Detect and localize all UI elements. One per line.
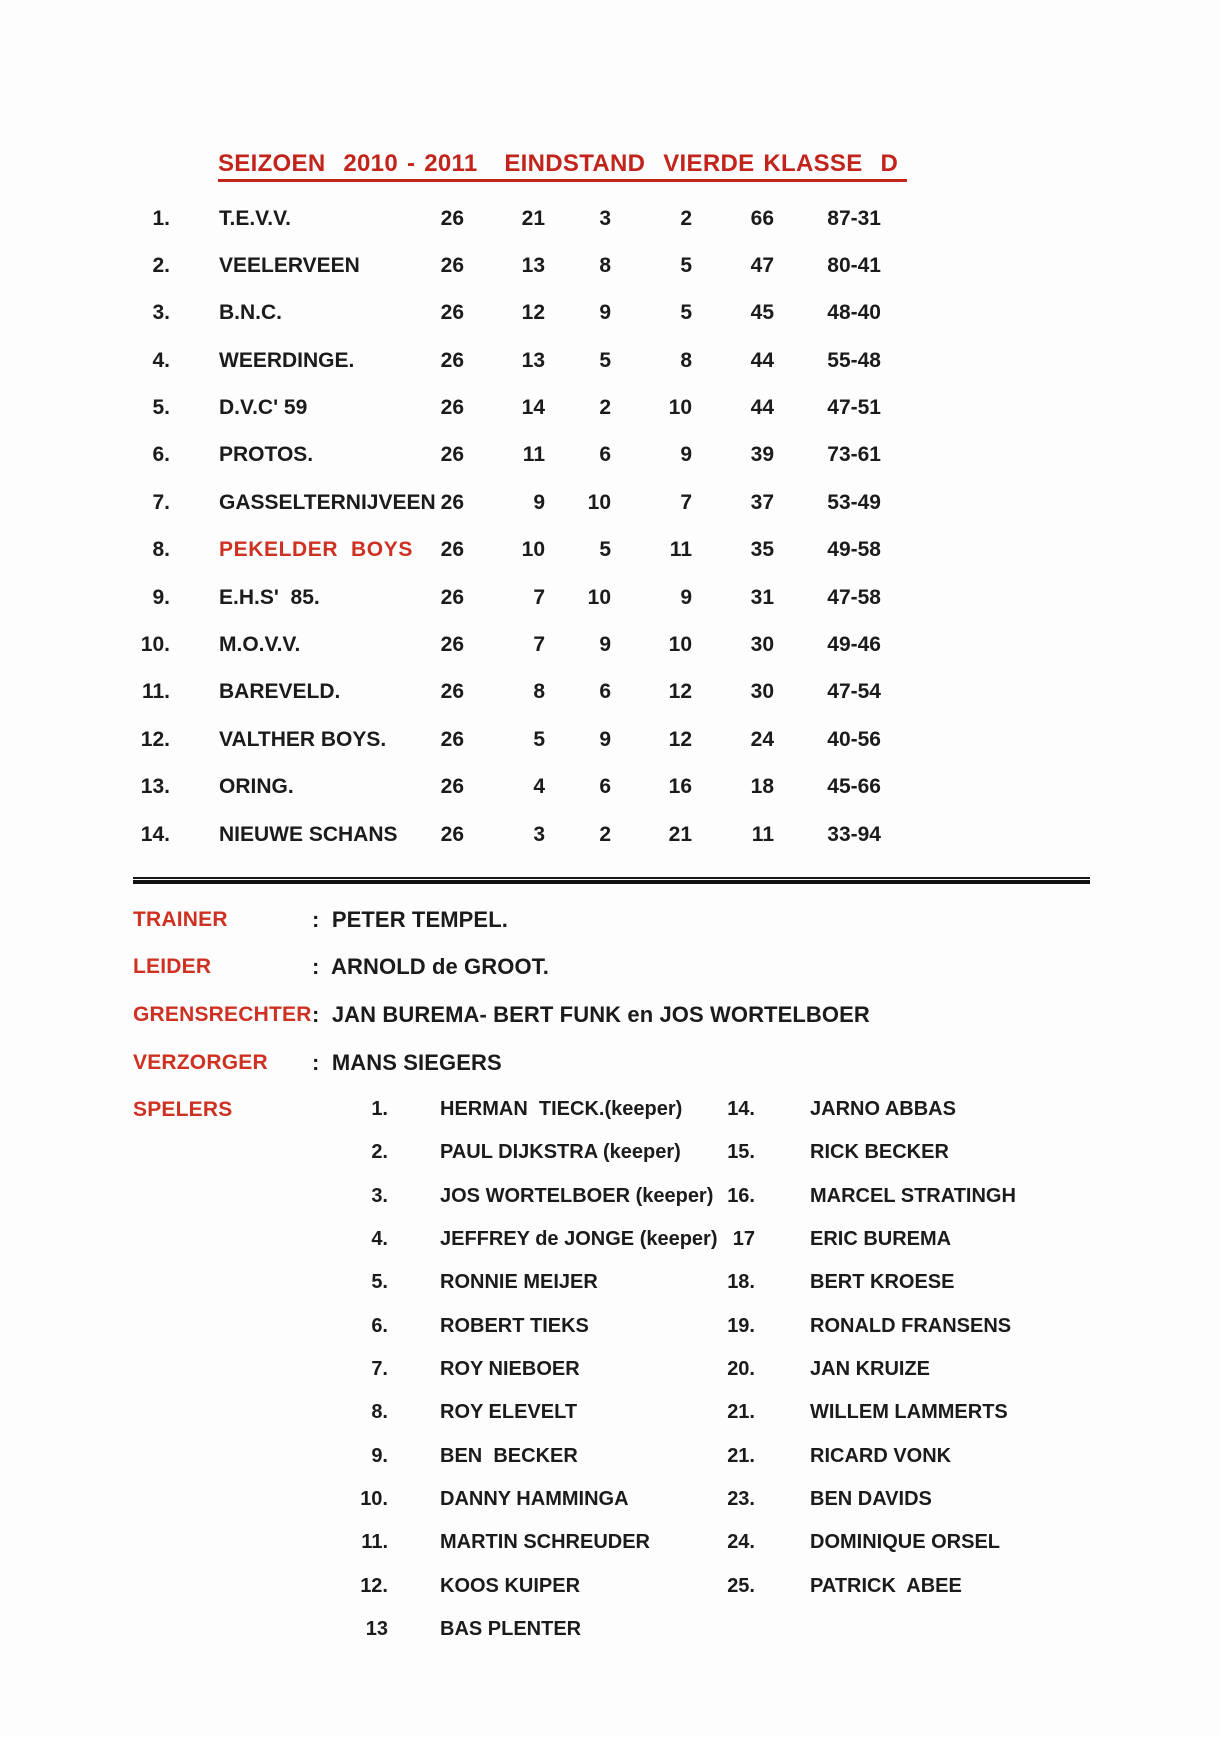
staff-label: TRAINER <box>133 908 228 931</box>
rank-cell: 14. <box>140 823 170 846</box>
player-number: 21. <box>727 1401 755 1423</box>
lost-cell: 16 <box>668 775 692 798</box>
rank-cell: 9. <box>152 586 170 609</box>
player-number: 12. <box>360 1575 388 1597</box>
goals-cell: 49-46 <box>827 633 881 656</box>
played-cell: 26 <box>440 775 464 798</box>
player-number: 11. <box>361 1531 388 1553</box>
standings-row <box>0 822 1220 848</box>
player-row <box>0 1184 1220 1209</box>
team-cell: PROTOS. <box>219 443 314 466</box>
player-name: WILLEM LAMMERTS <box>810 1401 1008 1423</box>
player-number: 24. <box>727 1531 755 1553</box>
standings-row <box>0 585 1220 611</box>
lost-cell: 12 <box>668 728 692 751</box>
player-number: 21. <box>727 1445 755 1467</box>
won-cell: 13 <box>521 349 545 372</box>
player-number: 4. <box>371 1228 388 1250</box>
page-title: SEIZOEN 2010 - 2011 EINDSTAND VIERDE KLASSE D <box>218 152 907 182</box>
player-number: 9. <box>371 1445 388 1467</box>
team-cell: T.E.V.V. <box>219 207 292 230</box>
drawn-cell: 6 <box>599 680 611 703</box>
played-cell: 26 <box>440 443 464 466</box>
rank-cell: 7. <box>152 491 170 514</box>
rank-cell: 2. <box>152 254 170 277</box>
player-name: BEN DAVIDS <box>810 1488 932 1510</box>
goals-cell: 80-41 <box>827 254 881 277</box>
drawn-cell: 3 <box>599 207 611 230</box>
staff-row <box>0 1050 1220 1076</box>
rank-cell: 8. <box>152 538 170 561</box>
player-name: ERIC BUREMA <box>810 1228 952 1250</box>
player-row <box>0 1227 1220 1252</box>
player-number: 25. <box>727 1575 755 1597</box>
drawn-cell: 5 <box>599 349 611 372</box>
player-number: 23. <box>727 1488 755 1510</box>
player-row <box>0 1140 1220 1165</box>
player-name: MARTIN SCHREUDER <box>440 1531 650 1553</box>
played-cell: 26 <box>440 349 464 372</box>
won-cell: 13 <box>521 254 545 277</box>
drawn-cell: 9 <box>599 633 611 656</box>
lost-cell: 12 <box>668 680 692 703</box>
rank-cell: 3. <box>152 301 170 324</box>
lost-cell: 9 <box>680 586 692 609</box>
player-number: 14. <box>727 1098 755 1120</box>
points-cell: 37 <box>750 491 774 514</box>
player-row <box>0 1357 1220 1382</box>
player-name: MARCEL STRATINGH <box>810 1185 1016 1207</box>
player-name: BAS PLENTER <box>440 1618 582 1640</box>
player-number: 1. <box>371 1098 388 1120</box>
goals-cell: 45-66 <box>827 775 881 798</box>
won-cell: 3 <box>533 823 545 846</box>
player-number: 20. <box>727 1358 755 1380</box>
lost-cell: 10 <box>668 396 692 419</box>
player-name: RONALD FRANSENS <box>810 1315 1012 1337</box>
player-row <box>0 1314 1220 1339</box>
points-cell: 11 <box>751 823 774 846</box>
staff-label: VERZORGER <box>133 1051 268 1074</box>
played-cell: 26 <box>440 823 464 846</box>
lost-cell: 10 <box>668 633 692 656</box>
points-cell: 31 <box>750 586 774 609</box>
player-name: KOOS KUIPER <box>440 1575 581 1597</box>
rank-cell: 6. <box>152 443 170 466</box>
rank-cell: 13. <box>140 775 170 798</box>
divider-rule <box>133 877 1090 884</box>
player-name: JOS WORTELBOER (keeper) <box>440 1185 714 1207</box>
points-cell: 39 <box>750 443 774 466</box>
points-cell: 24 <box>750 728 774 751</box>
goals-cell: 55-48 <box>827 349 881 372</box>
lost-cell: 2 <box>680 207 692 230</box>
player-name: RICK BECKER <box>810 1141 949 1163</box>
played-cell: 26 <box>440 207 464 230</box>
points-cell: 66 <box>750 207 774 230</box>
goals-cell: 53-49 <box>827 491 881 514</box>
player-name: JAN KRUIZE <box>810 1358 931 1380</box>
won-cell: 7 <box>533 586 545 609</box>
standings-row <box>0 348 1220 374</box>
points-cell: 44 <box>750 349 774 372</box>
player-number: 8. <box>371 1401 388 1423</box>
player-number: 16. <box>727 1185 755 1207</box>
player-number: 13 <box>365 1618 388 1640</box>
standings-row <box>0 490 1220 516</box>
drawn-cell: 10 <box>587 586 611 609</box>
drawn-cell: 2 <box>599 823 611 846</box>
player-number: 15. <box>727 1141 755 1163</box>
team-cell: NIEUWE SCHANS <box>219 823 398 846</box>
lost-cell: 5 <box>680 301 692 324</box>
staff-row <box>0 954 1220 980</box>
played-cell: 26 <box>440 254 464 277</box>
staff-row <box>0 1002 1220 1028</box>
standings-row <box>0 442 1220 468</box>
standings-row <box>0 395 1220 421</box>
player-name: RONNIE MEIJER <box>440 1271 598 1293</box>
points-cell: 30 <box>750 633 774 656</box>
points-cell: 45 <box>750 301 774 324</box>
points-cell: 30 <box>750 680 774 703</box>
lost-cell: 11 <box>669 538 692 561</box>
lost-cell: 9 <box>680 443 692 466</box>
standings-row <box>0 206 1220 232</box>
played-cell: 26 <box>440 491 464 514</box>
lost-cell: 5 <box>680 254 692 277</box>
played-cell: 26 <box>440 680 464 703</box>
player-name: ROY ELEVELT <box>440 1401 578 1423</box>
won-cell: 4 <box>533 775 545 798</box>
player-number: 18. <box>727 1271 755 1293</box>
lost-cell: 8 <box>680 349 692 372</box>
team-cell: B.N.C. <box>219 301 282 324</box>
team-cell: M.O.V.V. <box>219 633 301 656</box>
player-row <box>0 1097 1220 1122</box>
player-row <box>0 1574 1220 1599</box>
team-cell: ORING. <box>219 775 294 798</box>
goals-cell: 33-94 <box>827 823 881 846</box>
player-name: HERMAN TIECK.(keeper) <box>440 1098 683 1120</box>
staff-value: : PETER TEMPEL. <box>312 907 508 932</box>
drawn-cell: 6 <box>599 775 611 798</box>
played-cell: 26 <box>440 301 464 324</box>
standings-row <box>0 679 1220 705</box>
points-cell: 35 <box>750 538 774 561</box>
player-name: PAUL DIJKSTRA (keeper) <box>440 1141 681 1163</box>
drawn-cell: 8 <box>599 254 611 277</box>
player-row <box>0 1400 1220 1425</box>
played-cell: 26 <box>440 728 464 751</box>
team-cell: GASSELTERNIJVEEN <box>219 491 436 514</box>
won-cell: 9 <box>533 491 545 514</box>
player-name: RICARD VONK <box>810 1445 952 1467</box>
standings-row <box>0 537 1220 563</box>
player-number: 17 <box>732 1228 755 1250</box>
lost-cell: 21 <box>668 823 692 846</box>
won-cell: 5 <box>533 728 545 751</box>
drawn-cell: 9 <box>599 301 611 324</box>
rank-cell: 5. <box>152 396 170 419</box>
staff-row <box>0 907 1220 933</box>
won-cell: 8 <box>533 680 545 703</box>
lost-cell: 7 <box>680 491 692 514</box>
player-name: DANNY HAMMINGA <box>440 1488 629 1510</box>
player-name: ROY NIEBOER <box>440 1358 580 1380</box>
player-row <box>0 1270 1220 1295</box>
won-cell: 11 <box>522 443 545 466</box>
team-cell: PEKELDER BOYS <box>219 538 413 561</box>
points-cell: 44 <box>750 396 774 419</box>
team-cell: WEERDINGE. <box>219 349 355 372</box>
played-cell: 26 <box>440 396 464 419</box>
team-cell: E.H.S' 85. <box>219 586 320 609</box>
rank-cell: 1. <box>152 207 170 230</box>
goals-cell: 49-58 <box>827 538 881 561</box>
goals-cell: 40-56 <box>827 728 881 751</box>
team-cell: VALTHER BOYS. <box>219 728 387 751</box>
goals-cell: 48-40 <box>827 301 881 324</box>
drawn-cell: 6 <box>599 443 611 466</box>
spelers-label: SPELERS <box>133 1098 233 1121</box>
player-number: 3. <box>371 1185 388 1207</box>
staff-value: : ARNOLD de GROOT. <box>312 954 549 979</box>
team-cell: D.V.C' 59 <box>219 396 308 419</box>
won-cell: 12 <box>521 301 545 324</box>
player-number: 10. <box>360 1488 388 1510</box>
player-number: 7. <box>371 1358 388 1380</box>
standings-row <box>0 300 1220 326</box>
staff-value: : MANS SIEGERS <box>312 1050 502 1075</box>
team-cell: VEELERVEEN <box>219 254 360 277</box>
player-name: PATRICK ABEE <box>810 1575 962 1597</box>
player-number: 19. <box>727 1315 755 1337</box>
drawn-cell: 9 <box>599 728 611 751</box>
goals-cell: 87-31 <box>827 207 881 230</box>
player-number: 6. <box>371 1315 388 1337</box>
rank-cell: 10. <box>140 633 170 656</box>
player-row <box>0 1530 1220 1555</box>
played-cell: 26 <box>440 586 464 609</box>
points-cell: 18 <box>750 775 774 798</box>
staff-label: LEIDER <box>133 955 212 978</box>
goals-cell: 47-51 <box>827 396 881 419</box>
standings-row <box>0 253 1220 279</box>
player-row <box>0 1487 1220 1512</box>
team-cell: BAREVELD. <box>219 680 341 703</box>
player-name: JARNO ABBAS <box>810 1098 956 1120</box>
won-cell: 10 <box>521 538 545 561</box>
standings-row <box>0 632 1220 658</box>
played-cell: 26 <box>440 633 464 656</box>
goals-cell: 47-58 <box>827 586 881 609</box>
player-row <box>0 1617 1220 1642</box>
player-name: JEFFREY de JONGE (keeper) <box>440 1228 718 1250</box>
player-number: 5. <box>371 1271 388 1293</box>
player-name: ROBERT TIEKS <box>440 1315 589 1337</box>
played-cell: 26 <box>440 538 464 561</box>
drawn-cell: 2 <box>599 396 611 419</box>
rank-cell: 12. <box>140 728 170 751</box>
player-number: 2. <box>371 1141 388 1163</box>
player-name: BEN BECKER <box>440 1445 578 1467</box>
player-name: BERT KROESE <box>810 1271 955 1293</box>
rank-cell: 4. <box>152 349 170 372</box>
player-row <box>0 1444 1220 1469</box>
standings-row <box>0 774 1220 800</box>
drawn-cell: 5 <box>599 538 611 561</box>
standings-row <box>0 727 1220 753</box>
goals-cell: 73-61 <box>827 443 881 466</box>
goals-cell: 47-54 <box>827 680 881 703</box>
player-name: DOMINIQUE ORSEL <box>810 1531 1001 1553</box>
won-cell: 14 <box>521 396 545 419</box>
points-cell: 47 <box>750 254 774 277</box>
drawn-cell: 10 <box>587 491 611 514</box>
staff-label: GRENSRECHTER <box>133 1003 312 1026</box>
won-cell: 7 <box>533 633 545 656</box>
won-cell: 21 <box>521 207 545 230</box>
rank-cell: 11. <box>141 680 170 703</box>
staff-value: : JAN BUREMA- BERT FUNK en JOS WORTELBOER <box>312 1002 870 1027</box>
